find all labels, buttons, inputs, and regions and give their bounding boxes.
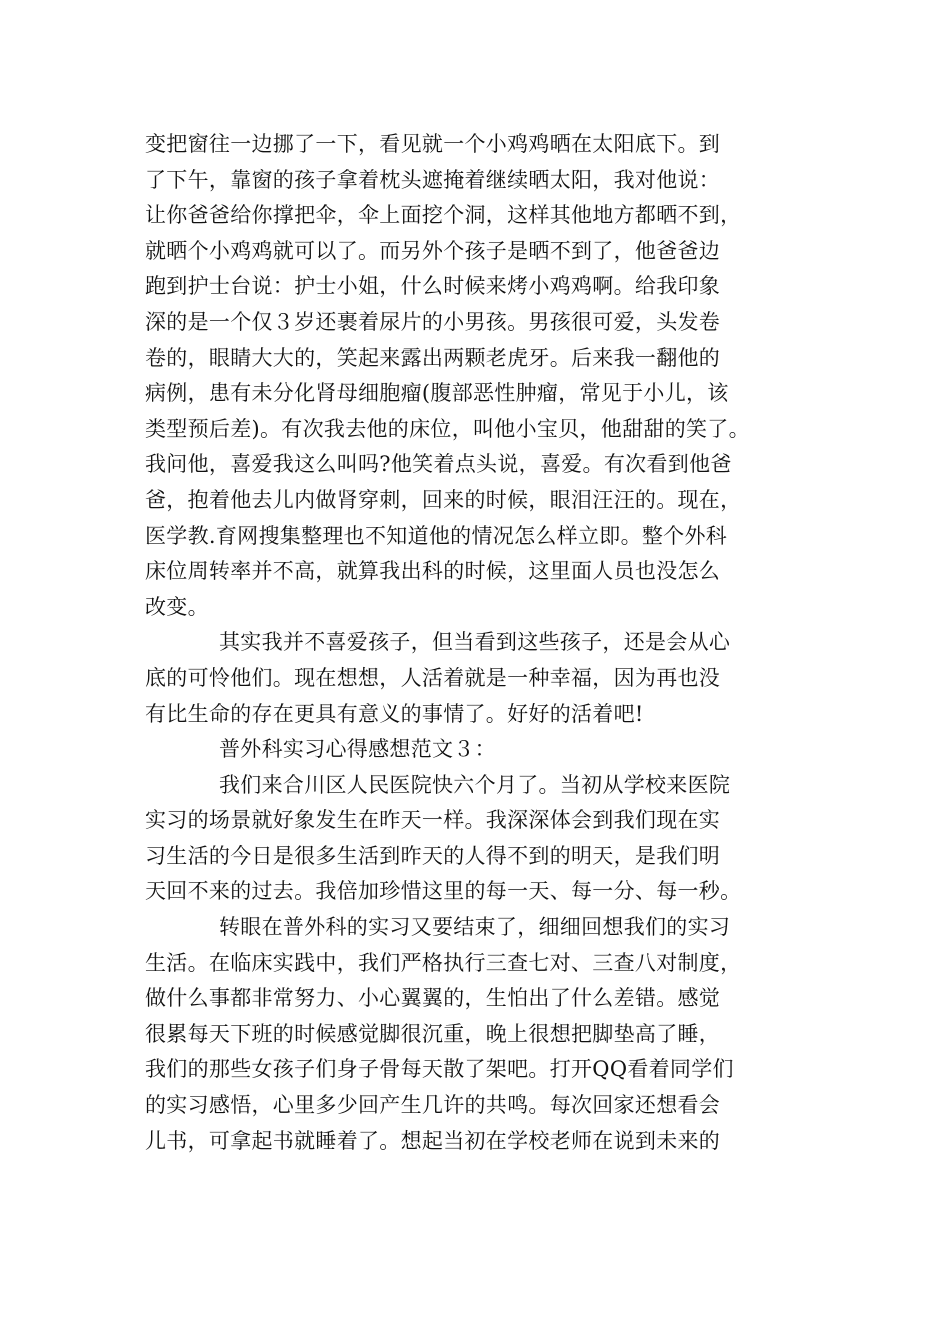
text-line: 跑到护士台说：护士小姐，什么时候来烤小鸡鸡啊。给我印象 [145,274,721,299]
text-line: 医学教.育网搜集整理也不知道他的情况怎么样立即。整个外科 [145,523,728,548]
text-line: 有比生命的存在更具有意义的事情了。好好的活着吧! [145,701,644,726]
text-line: 生活。在临床实践中，我们严格执行三查七对、三查八对制度， [145,950,742,975]
section-heading: 普外科实习心得感想范文３： [219,737,496,762]
text-line: 深的是一个仅３岁还裹着尿片的小男孩。男孩很可爱，头发卷 [145,309,721,334]
paragraph-start-line: 其实我并不喜爱孩子，但当看到这些孩子，还是会从心 [219,630,731,655]
text-line: 做什么事都非常努力、小心翼翼的，生怕出了什么差错。感觉 [145,986,721,1011]
text-line: 变把窗往一边挪了一下，看见就一个小鸡鸡晒在太阳底下。到 [145,132,721,156]
text-line: 就晒个小鸡鸡就可以了。而另外个孩子是晒不到了，他爸爸边 [145,238,721,263]
text-line: 卷的，眼睛大大的，笑起来露出两颗老虎牙。后来我一翻他的 [145,345,721,370]
paragraph-start-line: 我们来合川区人民医院快六个月了。当初从学校来医院 [219,772,731,797]
text-line: 我们的那些女孩子们身子骨每天散了架吧。打开QQ看着同学们 [145,1057,734,1082]
text-line: 实习的场景就好象发生在昨天一样。我深深体会到我们现在实 [145,808,721,833]
text-line: 底的可怜他们。现在想想，人活着就是一种幸福，因为再也没 [145,665,721,690]
text-line: 天回不来的过去。我倍加珍惜这里的每一天、每一分、每一秒。 [145,879,742,904]
paragraph-start-line: 转眼在普外科的实习又要结束了，细细回想我们的实习 [219,915,731,940]
text-line: 很累每天下班的时候感觉脚很沉重，晚上很想把脚垫高了睡， [145,1021,721,1046]
text-line: 的实习感悟，心里多少回产生几许的共鸣。每次回家还想看会 [145,1093,721,1118]
text-line: 床位周转率并不高，就算我出科的时候，这里面人员也没怎么 [145,559,721,584]
text-line: 爸，抱着他去儿内做肾穿刺，回来的时候，眼泪汪汪的。现在， [145,487,742,512]
text-line: 改变。 [145,594,209,619]
text-line: 我问他，喜爱我这么叫吗?他笑着点头说，喜爱。有次看到他爸 [145,452,732,477]
text-line: 了下午，靠窗的孩子拿着枕头遮掩着继续晒太阳，我对他说： [145,167,721,192]
text-line: 习生活的今日是很多生活到昨天的人得不到的明天，是我们明 [145,843,721,868]
text-line: 类型预后差)。有次我去他的床位，叫他小宝贝，他甜甜的笑了。 [145,416,750,441]
text-line: 病例，患有未分化肾母细胞瘤(腹部恶性肿瘤，常见于小儿，该 [145,381,729,406]
text-line: 让你爸爸给你撑把伞，伞上面挖个洞，这样其他地方都晒不到， [145,203,742,228]
text-line: 儿书，可拿起书就睡着了。想起当初在学校老师在说到未来的 [145,1128,721,1153]
body-text [145,127,815,1159]
